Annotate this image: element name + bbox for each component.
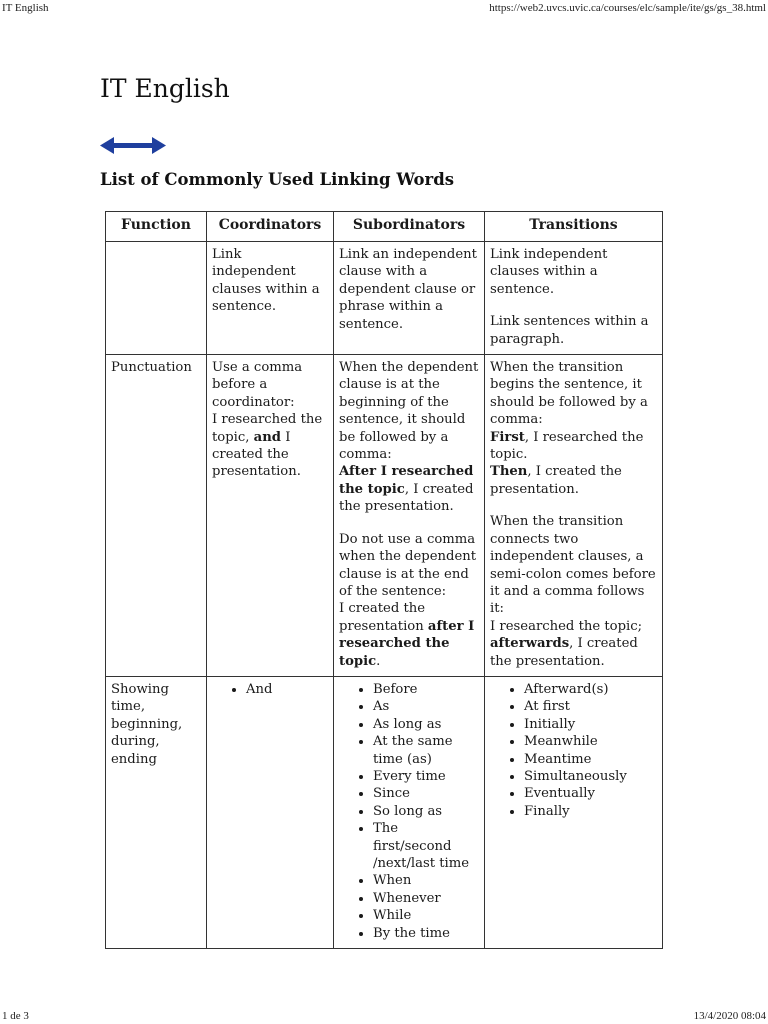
example-text: . [376, 653, 381, 669]
example-text: , I created the presentation. [490, 636, 638, 669]
list-item: • Since [373, 785, 479, 802]
cell-subordinators [334, 355, 485, 677]
example-text: , I created the presentation. [339, 481, 474, 515]
table-header-row [106, 212, 663, 242]
list-item: • Finally [524, 803, 657, 820]
list-item: • Every time [373, 768, 479, 785]
cell-coordinators [207, 355, 334, 677]
cell-transitions [485, 676, 663, 948]
list-item: • Afterward(s) [524, 681, 657, 698]
list-item: • As [373, 698, 479, 715]
table-row [106, 242, 663, 355]
list-item: • Whenever [373, 890, 479, 907]
example-text: I created the presentation. [212, 429, 301, 480]
cell-function: Punctuation [106, 355, 207, 677]
linking-words-table [105, 211, 663, 949]
list-item: • So long as [373, 803, 479, 820]
cell-text: Link independent clauses within a sentence. [212, 247, 320, 315]
list-item: • Initially [524, 716, 657, 733]
print-header [0, 2, 768, 16]
cell-text: Link sentences within a paragraph. [490, 314, 649, 347]
list-item: • And [246, 681, 328, 698]
example-text: I created the presentation [339, 601, 428, 634]
example-linking-word: Then [490, 464, 528, 480]
cell-text [339, 359, 479, 516]
rule-text: Do not use a comma when the dependent clause is at the end of the sentence: [339, 531, 477, 599]
list-item: • When [373, 872, 479, 889]
print-header-url: https://web2.uvcs.uvic.ca/courses/elc/sample/ite/gs/gs_38.html [489, 2, 766, 14]
cell-transitions [485, 355, 663, 677]
list-item: • While [373, 907, 479, 924]
cell-function [106, 242, 207, 355]
coordinators-list [212, 681, 328, 698]
cell-text [212, 359, 328, 481]
example-text: , I researched the topic. [490, 429, 644, 463]
cell-text [490, 513, 657, 670]
rule-text: When the transition connects two independent clauses, a semi-colon comes before it and a comma follows it: [490, 514, 656, 617]
cell-text: Link independent clauses within a sentence. [490, 247, 608, 297]
example-text: , I created the presentation. [490, 464, 622, 497]
list-item: • Meanwhile [524, 733, 657, 750]
cell-text: Link an independent clause with a dependent clause or phrase within a sentence. [339, 247, 477, 332]
cell-text [490, 359, 657, 498]
example-linking-word: after I researched the topic [339, 618, 475, 669]
list-item: • The first/second /next/last time [373, 820, 479, 872]
list-item: • Simultaneously [524, 768, 657, 785]
example-text: I researched the topic, [212, 412, 323, 445]
header-transitions: Transitions [485, 212, 663, 242]
header-subordinators: Subordinators [334, 212, 485, 242]
cell-coordinators [207, 242, 334, 355]
list-item: • Eventually [524, 785, 657, 802]
list-item: • Before [373, 681, 479, 698]
example-linking-word: After I researched the topic [339, 464, 474, 497]
section-title: List of Commonly Used Linking Words [100, 170, 455, 189]
example-linking-word: and [253, 429, 282, 445]
cell-function: Showing time, beginning, during, ending [106, 676, 207, 948]
cell-text [339, 531, 479, 670]
cell-subordinators [334, 676, 485, 948]
cell-subordinators [334, 242, 485, 355]
header-coordinators: Coordinators [207, 212, 334, 242]
table-row [106, 355, 663, 677]
page-title: IT English [100, 74, 230, 103]
print-header-title: IT English [2, 2, 49, 14]
example-linking-word: First [490, 429, 525, 445]
transitions-list [490, 681, 657, 820]
rule-text: When the dependent clause is at the beginning of the sentence, it should be followed by a comma: [339, 360, 479, 463]
header-function: Function [106, 212, 207, 242]
cell-transitions [485, 242, 663, 355]
rule-text: Use a comma before a coordinator: [212, 360, 303, 410]
list-item: • By the time [373, 925, 479, 942]
rule-text: When the transition begins the sentence, it should be followed by a comma: [490, 360, 648, 428]
table-row [106, 676, 663, 948]
list-item: • Meantime [524, 751, 657, 768]
page-counter: 1 de 3 [2, 1010, 29, 1022]
list-item: • At the same time (as) [373, 733, 479, 768]
print-datetime: 13/4/2020 08:04 [693, 1010, 766, 1022]
subordinators-list [339, 681, 479, 942]
cell-coordinators [207, 676, 334, 948]
list-item: • At first [524, 698, 657, 715]
print-footer [0, 1010, 768, 1024]
list-item: • As long as [373, 716, 479, 733]
left-right-arrows-icon[interactable] [100, 136, 166, 156]
example-text: I researched the topic; [490, 618, 643, 634]
example-linking-word: afterwards [490, 636, 570, 652]
